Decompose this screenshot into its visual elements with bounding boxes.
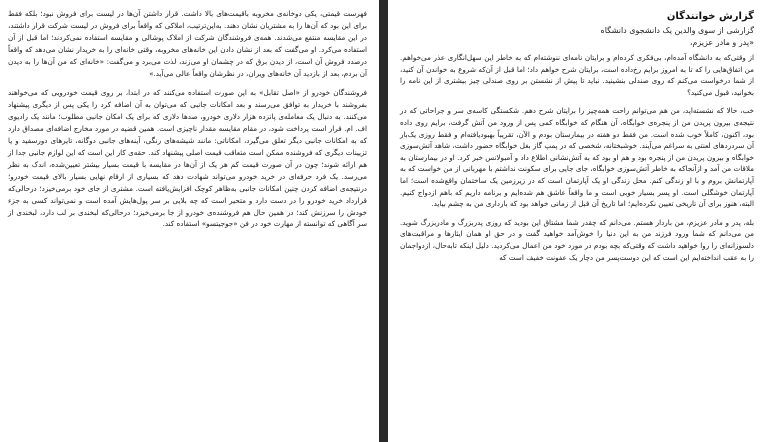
right-paragraph-2: خب، حالا که نشسته‌اید، من هم می‌توانم راحت همه‌چیز را برایتان شرح دهم. شکستگی کاسه‌ی سر و جراحاتی که در نتیجه‌ی بیرون پریدن من از پنجره‌ی خوابگاه، آن هنگام که خوابگاه کمی پس از ورود من آتش گرفت، برایم روی داده بود، اکنون، کاملاً خوب شده است. من فقط دو هفته در بیمارستان بودم و الآن، تقریباً بهبودیافته‌ام و فقط روزی یک‌بار آن سردردهای لعنتی به سراغم می‌آیند. خوشبختانه، شخصی که در پمپ گاز بغل خوابگاه حضور داشت، شاهد آتش‌سوزی خوابگاه و بیرون پریدن من از پنجره بود و هم او بود که به آتش‌نشانی اطلاع داد و آمبولانس خبر کرد. او در بیمارستان به ملاقات من آمد و ازآنجاکه به خاطر آتش‌سوزی خوابگاه، جای جایی برای سکونت نداشتم با مهربانی از من خواست که به آپارتمانش بروم و با او زندگی کنم. محل زندگی او یک آپارتمان است که در زیرزمین یک ساختمان واقع‌شده است؛ اما آپارتمان خوشگلی است. او پسر بسیار خوبی است و ما واقعاً عاشق هم شده‌ایم و برنامه داریم که باهم ازدواج کنیم. البته، هنوز برای آن تاریخی تعیین نکرده‌ایم؛ اما تاریخ آن قبل از زمانی خواهد بود که بارداری من به چشم بیاید. [400, 106, 754, 209]
right-paragraph-1: از وقتی‌که به دانشگاه آمده‌ام، بی‌فکری کرده‌ام و برایتان نامه‌ای ننوشته‌ام که به خاطر این سهل‌انگاری عذر می‌خواهم. من اتفاق‌هایی را که تا به امروز برایم رخ‌داده است، برایتان شرح خواهم داد؛ اما قبل از آن‌که شروع به خواندن آن کنید، از شما درخواست می‌کنم که روی صندلی بنشینید. نباید تا پیش از نشستن بر روی صندلی چیز بیشتری از این نامه را بخوانید، قبول می‌کنید؟ [400, 53, 754, 97]
page-title: گزارش خوانندگان [666, 11, 754, 22]
left-paragraph-1: فهرست قیمتی، یکی دوخانه‌ی مخروبه باقیمت‌های بالا داشت. قرار داشتن آن‌ها در لیست برای فروش نبود؛ بلکه فقط برای این بود که آن‌ها را به مشتریان نشان دهند. به‌این‌ترتیب، املاکی که واقعاً برای فروش در لیست شرکت قرار داشتند، در این مقایسه منتفع می‌شدند. همه‌ی فروشندگان شرکت از املاک پوشالی و مقایسه استفاده نمی‌کردند؛ اما قبل از آن استفاده می‌کرد. او می‌گفت که بعد از نشان دادن این خانه‌های مخروبه، وقتی خانه‌ای را به خریدار نشان می‌دهد که واقعاً درصدد فروش آن است، از دیدن برق که در چشمان او می‌زند، لذت می‌برد و می‌گفت: «خانه‌ای که من آن‌ها را به دیدن آن بردم، بعد از بازدید آن خانه‌های ویران، در نظرشان واقعاً عالی می‌آید.» [8, 9, 367, 78]
right-paragraph-3: بله، پدر و مادر عزیزم، من باردار هستم. می‌دانم که چقدر شما مشتاق این بودید که روزی پدربزرگ و مادربزرگ شوید. من می‌دانم که شما ورود فرزند من به این دنیا را خوش‌آمد خواهید گفت و در حق او همان ایثارها و مراقبت‌های دلسوزانه‌ای را روا خواهید داشت که وقتی‌که بچه بودم در مورد خود من اعمال می‌کردید. دلیل اینکه تابه‌حال، ازدواجمان را به عقب انداخته‌ایم این است که این دوست‌پسر من دچار یک عفونت خفیف است که [400, 217, 754, 262]
page-subtitle: گزارشی از سوی والدین یک دانشجوی دانشگاه [600, 26, 754, 35]
left-page [0, 0, 379, 442]
book-gutter [379, 0, 388, 442]
letter-salutation: «پدر و مادر عزیزم، [689, 38, 754, 47]
left-paragraph-2: فروشندگان خودرو از «اصل تقابل» به این صورت استفاده می‌کنند که در ابتدا، بر روی قیمت خودرویی که می‌خواهند بفروشند با خریدار به توافق می‌رسند و بعد امکانات جانبی که می‌توان به آن اضافه کرد را یکی پس از دیگری پیشنهاد می‌کنند. به دنبال یک معامله‌ی پانزده هزار دلاری خودرو، صدها دلاری که برای یک امکان جانبی مطلوب؛ مانند یک رادیوی اف. ام. قرار است پرداخت شود، در مقام مقایسه مقدار ناچیزی است. همین قضیه در مورد مخارج اضافه‌ای مصداق دارد که به امکانات جانبی دیگر تعلق می‌گیرد، امکاناتی: مانند شیشه‌های رنگی، آینه‌های جانبی دوگانه، تایرهای دورسفید و یا تزیینات دیگری که فروشنده ممکن است متعاقب قیمت اصلی پیشنهاد کند. حقه‌ی کار این است که این لوازم جانبی جدا از هم ارائه شوند؛ چون در آن صورت قیمت کم هر یک از آن‌ها در مقایسه با قیمت بسیار بیشتر تعیین‌شده، اندک به نظر می‌رسد. یک فرد حرفه‌ای در خرید خودرو می‌تواند شهادت دهد که بسیاری از ارقام نهایی بسیار بالای قیمت خودرو؛ درنتیجه‌ی اضافه کردن چنین امکانات جانبی به‌ظاهر کوچک افزایش‌یافته است. مشتری از جای خود برمی‌خیزد؛ درحالی‌که قرارداد خرید خودرو را در دست دارد و متحیر است که چه بلایی بر سر پول‌هایش آمده است و نمی‌تواند کسی به جزء خودش را سرزنش کند؛ در همین حال هم فروشنده‌ی خودرو از جا برمی‌خیزد؛ درحالی‌که لبخندی بر لب دارد، لبخندی از سر آگاهی که توانسته از مهارت خود در فن «جوجیتسو» استفاده کند. [8, 88, 367, 229]
right-page [388, 0, 768, 442]
